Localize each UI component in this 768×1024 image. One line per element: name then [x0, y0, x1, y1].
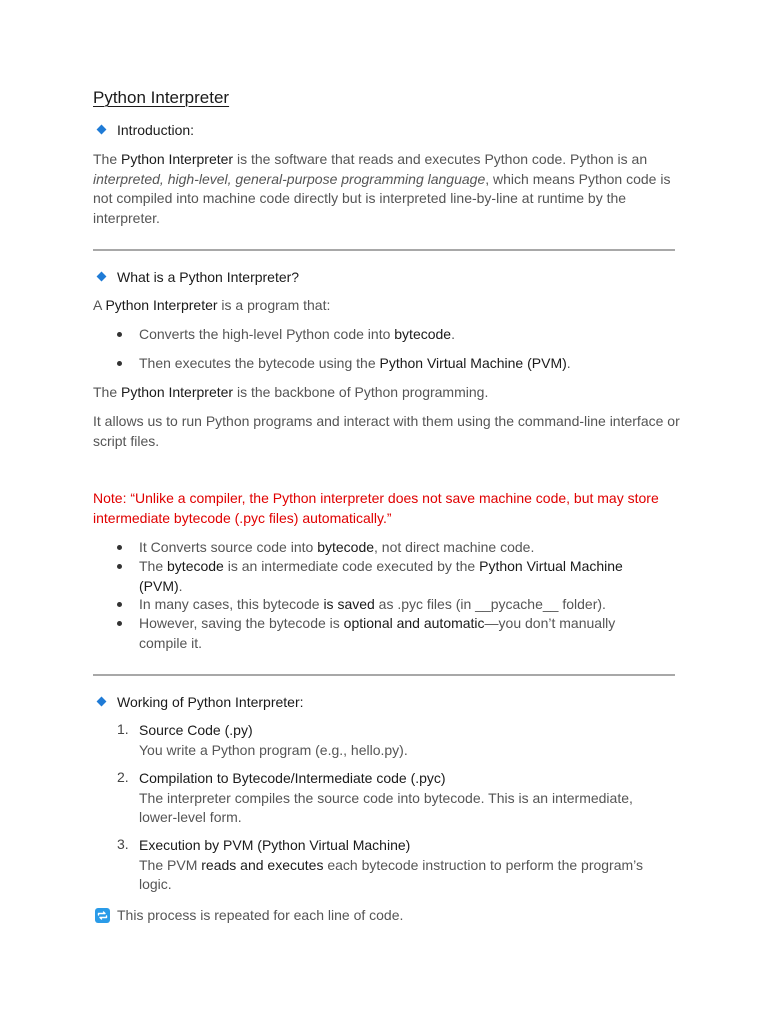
usage-paragraph: It allows us to run Python programs and interact with them using the command-line interface or script files.: [93, 413, 680, 449]
what-term: Python Interpreter: [105, 297, 218, 313]
what-text: is a program that:: [217, 297, 331, 313]
term: bytecode: [317, 539, 375, 555]
step-title: Compilation to Bytecode/Intermediate code (.pyc): [139, 770, 446, 786]
list-item: [117, 325, 677, 345]
list-item-text: [139, 538, 659, 558]
bullet-dot-icon: [117, 621, 122, 626]
step-description: The interpreter compiles the source code into bytecode. This is an intermediate, lower-level form.: [139, 789, 633, 825]
list-item-text: [139, 557, 649, 596]
list-item-text: [139, 614, 649, 653]
section-heading-introduction: Introduction:: [117, 122, 195, 138]
text: .: [178, 577, 183, 594]
intro-text: The: [93, 151, 122, 167]
intro-paragraph: [93, 150, 683, 228]
text: However, saving the bytecode is: [139, 615, 344, 631]
text: Converts the high-level Python code into: [139, 326, 395, 342]
term: Python Virtual Machine (PVM): [139, 558, 623, 594]
step-item: [139, 836, 679, 895]
term: Python Virtual Machine (PVM): [379, 355, 567, 371]
step-number: 1.: [117, 721, 129, 737]
intro-text: is the software that reads and executes Python code. Python is an: [233, 151, 648, 167]
list-item: [117, 614, 677, 654]
text: each bytecode instruction to perform the program’s logic.: [139, 856, 644, 892]
list-item-text: [139, 325, 659, 345]
backbone-paragraph: [93, 383, 683, 403]
text: as .pyc files (in __pycache__ folder).: [374, 596, 606, 612]
term: is saved: [323, 596, 375, 612]
note-callout: Note: “Unlike a compiler, the Python interpreter does not save machine code, but may store intermediate bytecode (.pyc files) automatically.”: [93, 490, 659, 526]
diamond-bullet-icon: [97, 697, 107, 707]
text: The: [139, 558, 168, 574]
step-item: [139, 721, 679, 760]
text: In many cases, this bytecode: [139, 596, 324, 612]
term: bytecode: [394, 326, 452, 342]
intro-italic: interpreted, high-level, general-purpose programming language: [93, 170, 486, 187]
what-lead: [93, 296, 683, 316]
bullet-dot-icon: [117, 564, 122, 569]
what-text: A: [93, 297, 106, 313]
footer-note: This process is repeated for each line of code.: [117, 907, 404, 923]
term: Python Interpreter: [121, 384, 234, 400]
step-description: [139, 856, 669, 895]
bullet-dot-icon: [117, 361, 122, 366]
bullet-dot-icon: [117, 545, 122, 550]
section-heading-working: Working of Python Interpreter:: [117, 694, 304, 710]
step-title: Execution by PVM (Python Virtual Machine): [139, 837, 411, 853]
text: is the backbone of Python programming.: [233, 384, 489, 400]
intro-term: Python Interpreter: [121, 151, 234, 167]
text: The PVM: [139, 856, 202, 873]
text: .: [451, 326, 455, 342]
step-description: You write a Python program (e.g., hello.py).: [139, 741, 408, 758]
text: Then executes the bytecode using the: [139, 355, 380, 371]
intro-text: , which means Python code is not compiled into machine code directly but is interpreted line-by-line at runtime by the interpreter.: [93, 170, 671, 226]
list-item: [117, 595, 677, 615]
step-number: 3.: [117, 836, 129, 852]
step-title: Source Code (.py): [139, 722, 253, 738]
diamond-bullet-icon: [97, 125, 107, 135]
term: reads and executes: [201, 856, 324, 873]
diamond-bullet-icon: [97, 272, 107, 282]
page-title: Python Interpreter: [93, 88, 230, 107]
divider: [93, 249, 675, 251]
divider: [93, 674, 675, 676]
text: It Converts source code into: [139, 539, 318, 555]
bullet-dot-icon: [117, 332, 122, 337]
term: optional and automatic: [343, 615, 485, 631]
list-item-text: [139, 595, 659, 615]
text: —you don’t manually compile it.: [139, 615, 616, 651]
step-item: [139, 769, 679, 828]
text: .: [566, 355, 571, 371]
step-number: 2.: [117, 769, 129, 785]
list-item-text: [139, 354, 659, 374]
list-item: [117, 538, 677, 558]
bullet-dot-icon: [117, 602, 122, 607]
section-heading-what-is: What is a Python Interpreter?: [117, 269, 300, 285]
text: , not direct machine code.: [374, 539, 535, 555]
text: is an intermediate code executed by the: [223, 558, 480, 574]
list-item: [117, 557, 677, 597]
term: bytecode: [167, 558, 224, 574]
text: The: [93, 384, 122, 400]
repeat-icon: [95, 908, 110, 923]
list-item: [117, 354, 677, 374]
